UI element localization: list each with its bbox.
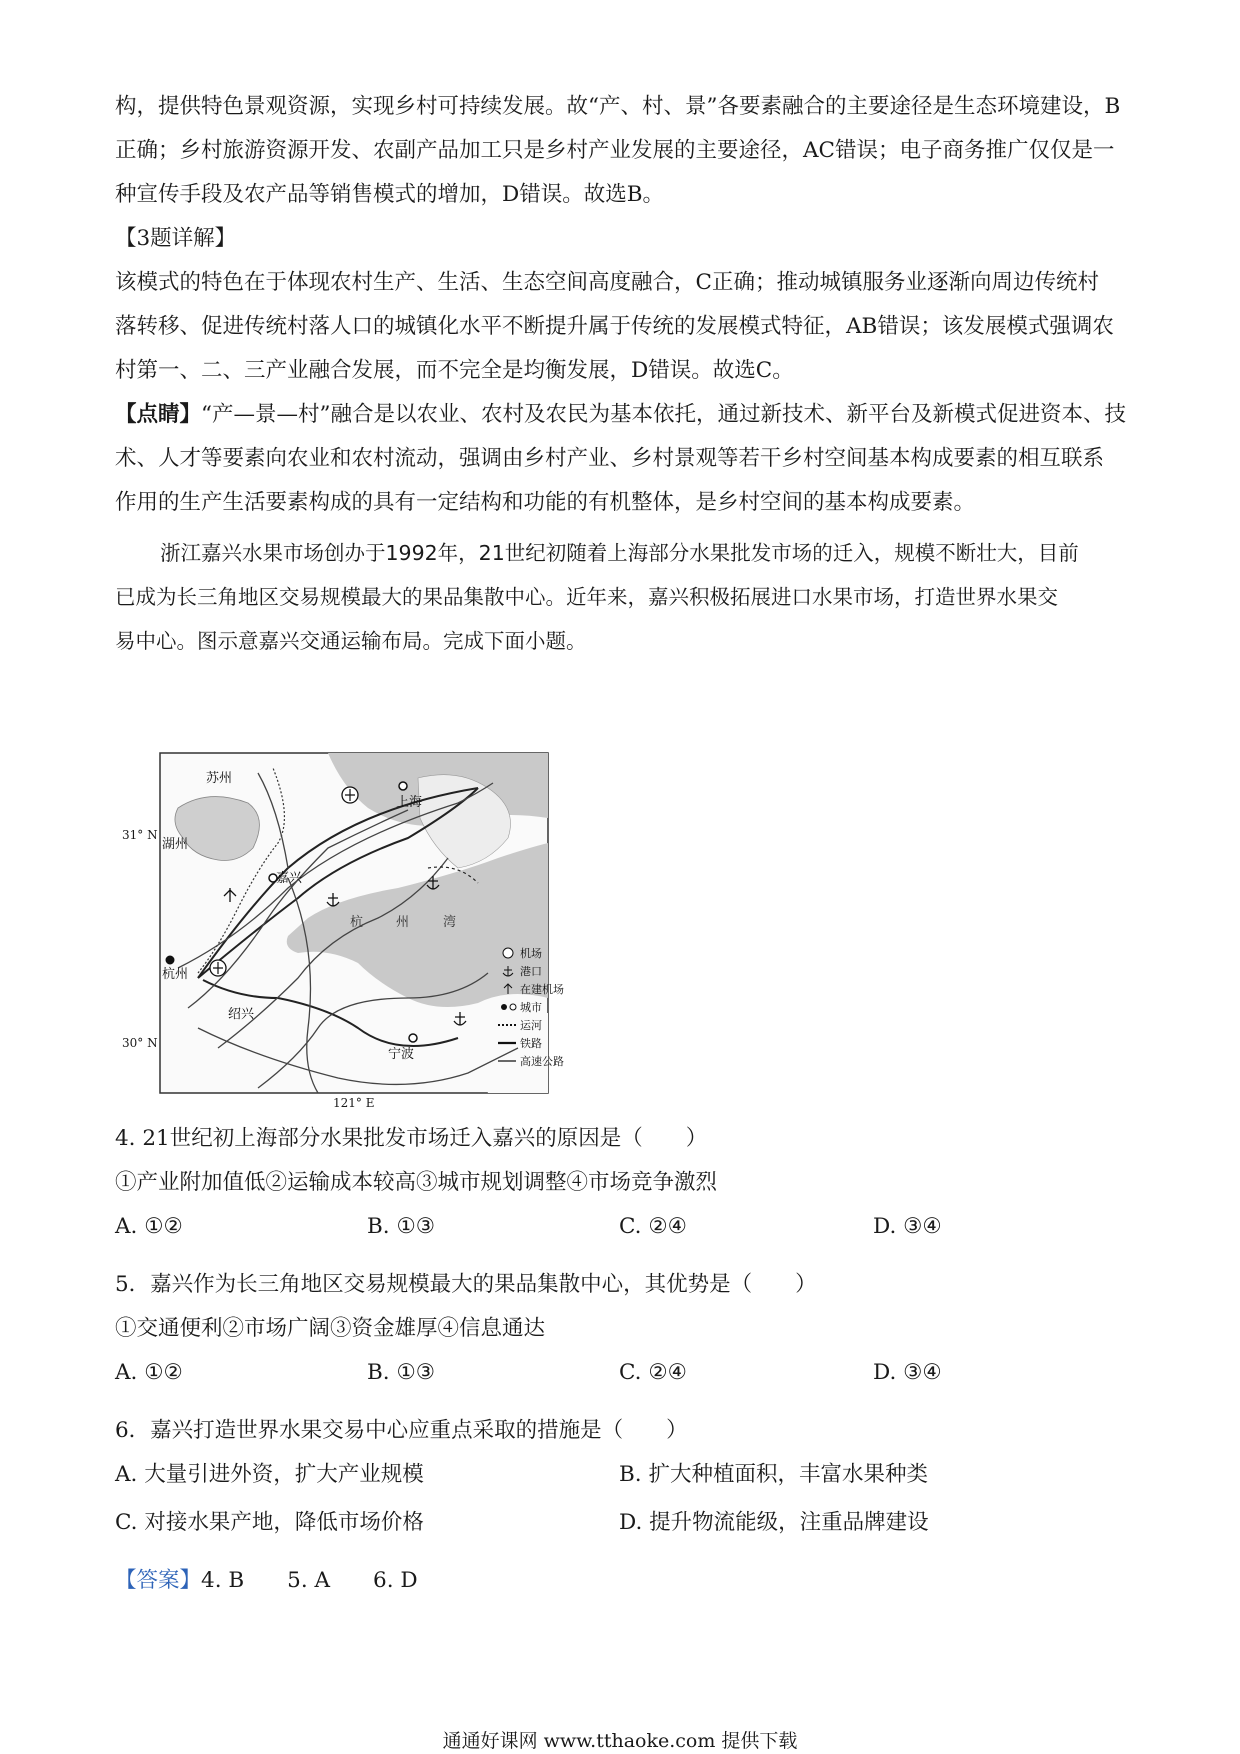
city-label-jiaxing: 嘉兴 — [276, 871, 303, 886]
legend-highway: 高速公路 — [520, 1055, 564, 1068]
legend-airport: 机场 — [520, 947, 542, 960]
text-line: 该模式的特色在于体现农村生产、生活、生态空间高度融合，C正确；推动城镇服务业逐渐向周边传统村 — [115, 270, 1099, 295]
question-6-option-c: C. 对接水果产地，降低市场价格 — [115, 1510, 424, 1535]
question-4-option-a: A. ①② — [115, 1214, 183, 1239]
question-4-option-b: B. ①③ — [367, 1214, 436, 1239]
question-5-option-a: A. ①② — [115, 1360, 183, 1385]
city-label-ningbo: 宁波 — [388, 1047, 415, 1062]
bay-label: 杭 — [350, 915, 364, 930]
city-label-shanghai: 上海 — [396, 795, 423, 810]
question-5-option-b: B. ①③ — [367, 1360, 436, 1385]
city-marker — [399, 782, 407, 790]
question-6-option-d: D. 提升物流能级，注重品牌建设 — [619, 1510, 929, 1535]
question-6-option-b: B. 扩大种植面积，丰富水果种类 — [619, 1462, 928, 1487]
lat-30-label: 30° N — [122, 1036, 158, 1050]
section-heading: 【3题详解】 — [115, 226, 237, 251]
lat-31-label: 31° N — [122, 828, 158, 842]
jiaxing-transport-map — [122, 748, 648, 1110]
material-line: 已成为长三角地区交易规模最大的果品集散中心。近年来，嘉兴积极拓展进口水果市场，打造世界水果交 — [115, 585, 1058, 609]
city-marker — [166, 956, 174, 964]
material-line: 浙江嘉兴水果市场创办于1992年，21世纪初随着上海部分水果批发市场的迁入，规模不断壮大，目前 — [160, 541, 1079, 565]
bay-label: 州 — [396, 915, 410, 930]
text-line: 正确；乡村旅游资源开发、农副产品加工只是乡村产业发展的主要途径，AC错误；电子商务推广仅仅是一 — [115, 138, 1115, 163]
question-5-option-c: C. ②④ — [619, 1360, 687, 1385]
dianjing-heading: 【点睛】 — [115, 402, 202, 427]
text-line: 作用的生产生活要素构成的具有一定结构和功能的有机整体，是乡村空间的基本构成要素。 — [115, 490, 976, 515]
material-line: 易中心。图示意嘉兴交通运输布局。完成下面小题。 — [115, 629, 587, 653]
question-6-option-a: A. 大量引进外资，扩大产业规模 — [115, 1462, 424, 1487]
lon-121-label: 121° E — [333, 1096, 375, 1110]
city-label-huzhou: 湖州 — [162, 837, 189, 852]
city-label-suzhou: 苏州 — [206, 771, 233, 786]
answer-values: 4. B 5. A 6. D — [201, 1568, 418, 1593]
question-4-option-c: C. ②④ — [619, 1214, 687, 1239]
city-label-hangzhou: 杭州 — [162, 967, 189, 982]
text-line: 种宣传手段及农产品等销售模式的增加，D错误。故选B。 — [115, 182, 665, 207]
bay-label: 湾 — [443, 915, 457, 930]
text-line: 落转移、促进传统村落人口的城镇化水平不断提升属于传统的发展模式特征，AB错误；该发展模式强调农 — [115, 314, 1114, 339]
legend-airport-building: 在建机场 — [520, 983, 564, 996]
legend-canal: 运河 — [520, 1019, 542, 1032]
page-footer: 通通好课网 www.tthaoke.com 提供下载 — [442, 1730, 798, 1752]
city-label-shaoxing: 绍兴 — [228, 1007, 255, 1022]
legend-port: 港口 — [520, 965, 542, 978]
question-4-stem: 4. 21世纪初上海部分水果批发市场迁入嘉兴的原因是（ ） — [115, 1126, 708, 1151]
question-4-option-d: D. ③④ — [873, 1214, 942, 1239]
question-5-stem: 5．嘉兴作为长三角地区交易规模最大的果品集散中心，其优势是（ ） — [115, 1272, 817, 1297]
dianjing-line — [115, 400, 1126, 430]
answer-line — [115, 1566, 418, 1596]
text-line: 村第一、二、三产业融合发展，而不完全是均衡发展，D错误。故选C。 — [115, 358, 794, 383]
question-4-items: ①产业附加值低②运输成本较高③城市规划调整④市场竞争激烈 — [115, 1170, 718, 1195]
question-5-option-d: D. ③④ — [873, 1360, 942, 1385]
question-6-stem: 6．嘉兴打造世界水果交易中心应重点采取的措施是（ ） — [115, 1418, 688, 1443]
legend-railway: 铁路 — [520, 1037, 542, 1050]
city-marker — [409, 1034, 417, 1042]
text-line: 术、人才等要素向农业和农村流动，强调由乡村产业、乡村景观等若干乡村空间基本构成要素的相互联系 — [115, 446, 1105, 471]
answer-label: 【答案】 — [115, 1568, 202, 1593]
question-5-items: ①交通便利②市场广阔③资金雄厚④信息通达 — [115, 1316, 546, 1341]
legend-city: 城市 — [520, 1001, 542, 1014]
text-line: 构，提供特色景观资源，实现乡村可持续发展。故“产、村、景”各要素融合的主要途径是生态环境建设，B — [115, 94, 1121, 119]
dianjing-text: “产—景—村”融合是以农业、农村及农民为基本依托，通过新技术、新平台及新模式促进资本、技 — [201, 402, 1127, 427]
